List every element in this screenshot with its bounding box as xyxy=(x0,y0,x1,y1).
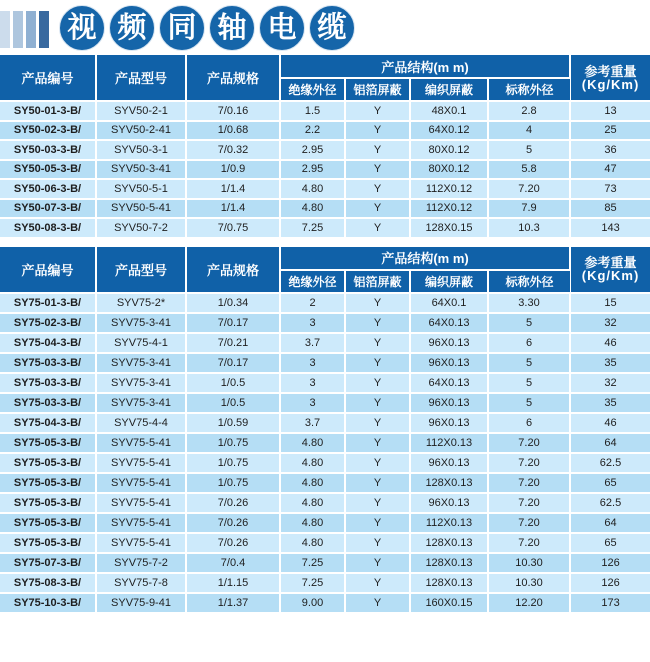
cell-product-model: SYV75-2* xyxy=(96,293,186,313)
cell-foil-shield: Y xyxy=(345,179,410,199)
table-row xyxy=(0,140,650,160)
cell-weight: 36 xyxy=(570,140,650,160)
col-header-weight xyxy=(570,247,650,293)
table-row xyxy=(0,313,650,333)
cell-product-spec: 1/0.5 xyxy=(186,393,280,413)
cell-braid-shield: 160X0.15 xyxy=(410,593,488,613)
cell-product-model: SYV75-4-4 xyxy=(96,413,186,433)
cell-braid-shield: 96X0.13 xyxy=(410,353,488,373)
cell-nominal-od: 4 xyxy=(488,121,570,141)
cell-product-model: SYV75-3-41 xyxy=(96,353,186,373)
cell-nominal-od: 2.8 xyxy=(488,101,570,121)
cell-product-spec: 1/1.37 xyxy=(186,593,280,613)
cell-weight: 64 xyxy=(570,433,650,453)
cell-weight: 73 xyxy=(570,179,650,199)
cell-insulation-od: 4.80 xyxy=(280,453,345,473)
cell-braid-shield: 128X0.13 xyxy=(410,533,488,553)
cell-nominal-od: 7.20 xyxy=(488,493,570,513)
cell-foil-shield: Y xyxy=(345,333,410,353)
cell-product-model: SYV50-3-41 xyxy=(96,160,186,180)
cell-product-code: SY75-05-3-B/ xyxy=(0,433,96,453)
cell-foil-shield: Y xyxy=(345,140,410,160)
cell-braid-shield: 128X0.15 xyxy=(410,218,488,238)
cell-nominal-od: 7.20 xyxy=(488,533,570,553)
table-sy75 xyxy=(0,247,650,614)
col-header-product-code: 产品编号 xyxy=(0,55,96,101)
cell-product-code: SY75-04-3-B/ xyxy=(0,413,96,433)
cell-product-spec: 1/0.68 xyxy=(186,121,280,141)
cell-braid-shield: 112X0.13 xyxy=(410,433,488,453)
cell-product-spec: 7/0.17 xyxy=(186,353,280,373)
cell-nominal-od: 7.20 xyxy=(488,513,570,533)
cell-product-code: SY50-02-3-B/ xyxy=(0,121,96,141)
col-header-product-code: 产品编号 xyxy=(0,247,96,293)
cell-braid-shield: 64X0.12 xyxy=(410,121,488,141)
cell-weight: 173 xyxy=(570,593,650,613)
table-row xyxy=(0,453,650,473)
cell-nominal-od: 7.20 xyxy=(488,473,570,493)
cell-foil-shield: Y xyxy=(345,160,410,180)
cell-product-model: SYV50-7-2 xyxy=(96,218,186,238)
table-row xyxy=(0,573,650,593)
table-row xyxy=(0,353,650,373)
cell-product-model: SYV50-5-1 xyxy=(96,179,186,199)
cell-nominal-od: 5 xyxy=(488,393,570,413)
cell-foil-shield: Y xyxy=(345,593,410,613)
table-row xyxy=(0,218,650,238)
cell-braid-shield: 96X0.13 xyxy=(410,453,488,473)
cell-nominal-od: 5 xyxy=(488,140,570,160)
cell-product-code: SY75-08-3-B/ xyxy=(0,573,96,593)
cell-product-code: SY75-03-3-B/ xyxy=(0,373,96,393)
cell-braid-shield: 128X0.13 xyxy=(410,473,488,493)
col-header-weight xyxy=(570,55,650,101)
cell-weight: 143 xyxy=(570,218,650,238)
table-row xyxy=(0,473,650,493)
cell-braid-shield: 96X0.13 xyxy=(410,333,488,353)
cell-foil-shield: Y xyxy=(345,433,410,453)
cell-foil-shield: Y xyxy=(345,218,410,238)
cell-braid-shield: 112X0.12 xyxy=(410,179,488,199)
cell-product-code: SY75-10-3-B/ xyxy=(0,593,96,613)
cell-weight: 35 xyxy=(570,393,650,413)
table-row xyxy=(0,493,650,513)
cell-nominal-od: 5 xyxy=(488,353,570,373)
cell-product-spec: 7/0.17 xyxy=(186,313,280,333)
table-row xyxy=(0,179,650,199)
cell-product-model: SYV75-5-41 xyxy=(96,493,186,513)
cell-nominal-od: 7.20 xyxy=(488,453,570,473)
cell-weight: 32 xyxy=(570,313,650,333)
col-header-nominal-od: 标称外径 xyxy=(488,270,570,293)
cell-product-model: SYV50-3-1 xyxy=(96,140,186,160)
title-char-circle: 视 xyxy=(59,5,105,51)
cell-product-spec: 1/0.59 xyxy=(186,413,280,433)
decoration-bar xyxy=(0,11,10,48)
cell-product-spec: 7/0.16 xyxy=(186,101,280,121)
cell-product-code: SY75-05-3-B/ xyxy=(0,493,96,513)
cell-weight: 32 xyxy=(570,373,650,393)
cell-weight: 64 xyxy=(570,513,650,533)
cell-braid-shield: 64X0.13 xyxy=(410,373,488,393)
title-char-circle: 缆 xyxy=(309,5,355,51)
cell-nominal-od: 5.8 xyxy=(488,160,570,180)
cell-product-spec: 1/0.34 xyxy=(186,293,280,313)
cell-product-code: SY50-08-3-B/ xyxy=(0,218,96,238)
cell-insulation-od: 4.80 xyxy=(280,513,345,533)
cell-insulation-od: 4.80 xyxy=(280,473,345,493)
cell-insulation-od: 9.00 xyxy=(280,593,345,613)
col-header-structure-group: 产品结构(m m) xyxy=(280,247,570,270)
cell-nominal-od: 6 xyxy=(488,333,570,353)
cell-product-code: SY75-05-3-B/ xyxy=(0,453,96,473)
col-header-nominal-od: 标称外径 xyxy=(488,78,570,101)
cell-nominal-od: 10.30 xyxy=(488,553,570,573)
cell-insulation-od: 2.95 xyxy=(280,140,345,160)
cell-product-model: SYV50-2-41 xyxy=(96,121,186,141)
cell-product-code: SY75-07-3-B/ xyxy=(0,553,96,573)
cell-product-spec: 1/1.4 xyxy=(186,199,280,219)
table-row xyxy=(0,553,650,573)
cell-insulation-od: 1.5 xyxy=(280,101,345,121)
table-row xyxy=(0,121,650,141)
table-row xyxy=(0,160,650,180)
cell-insulation-od: 4.80 xyxy=(280,199,345,219)
cell-foil-shield: Y xyxy=(345,533,410,553)
decoration-bar xyxy=(13,11,23,48)
cell-braid-shield: 96X0.13 xyxy=(410,393,488,413)
cell-foil-shield: Y xyxy=(345,513,410,533)
cell-insulation-od: 7.25 xyxy=(280,553,345,573)
table-row xyxy=(0,333,650,353)
weight-header-line1: 参考重量 xyxy=(584,255,637,270)
cell-product-model: SYV50-5-41 xyxy=(96,199,186,219)
col-header-product-spec: 产品规格 xyxy=(186,55,280,101)
decoration-bar xyxy=(26,11,36,48)
cell-foil-shield: Y xyxy=(345,453,410,473)
cell-insulation-od: 3 xyxy=(280,373,345,393)
cell-product-code: SY75-03-3-B/ xyxy=(0,393,96,413)
cell-insulation-od: 3.7 xyxy=(280,333,345,353)
cell-product-spec: 1/0.5 xyxy=(186,373,280,393)
cell-product-code: SY75-02-3-B/ xyxy=(0,313,96,333)
cell-weight: 13 xyxy=(570,101,650,121)
cell-product-model: SYV75-5-41 xyxy=(96,433,186,453)
table-sy75-body xyxy=(0,293,650,613)
cell-insulation-od: 4.80 xyxy=(280,179,345,199)
cell-braid-shield: 80X0.12 xyxy=(410,160,488,180)
table-row xyxy=(0,101,650,121)
cell-product-code: SY75-05-3-B/ xyxy=(0,533,96,553)
cell-weight: 15 xyxy=(570,293,650,313)
col-header-insulation-od: 绝缘外径 xyxy=(280,270,345,293)
cell-product-code: SY50-06-3-B/ xyxy=(0,179,96,199)
cell-product-spec: 1/0.75 xyxy=(186,433,280,453)
col-header-structure-group: 产品结构(m m) xyxy=(280,55,570,78)
cell-product-code: SY75-01-3-B/ xyxy=(0,293,96,313)
cell-insulation-od: 4.80 xyxy=(280,433,345,453)
title-char-circle: 电 xyxy=(259,5,305,51)
col-header-product-model: 产品型号 xyxy=(96,55,186,101)
cell-weight: 126 xyxy=(570,573,650,593)
table-row xyxy=(0,433,650,453)
cell-product-model: SYV75-5-41 xyxy=(96,473,186,493)
cell-product-spec: 7/0.26 xyxy=(186,493,280,513)
col-header-braid-shield: 编织屏蔽 xyxy=(410,270,488,293)
cell-product-model: SYV75-5-41 xyxy=(96,513,186,533)
cell-product-spec: 7/0.32 xyxy=(186,140,280,160)
title-char-circle: 轴 xyxy=(209,5,255,51)
cell-product-code: SY75-05-3-B/ xyxy=(0,473,96,493)
cell-nominal-od: 3.30 xyxy=(488,293,570,313)
cell-product-spec: 1/1.15 xyxy=(186,573,280,593)
cell-foil-shield: Y xyxy=(345,373,410,393)
cell-braid-shield: 128X0.13 xyxy=(410,573,488,593)
cell-braid-shield: 128X0.13 xyxy=(410,553,488,573)
cell-braid-shield: 112X0.13 xyxy=(410,513,488,533)
cell-nominal-od: 5 xyxy=(488,373,570,393)
cell-foil-shield: Y xyxy=(345,313,410,333)
cell-product-code: SY50-01-3-B/ xyxy=(0,101,96,121)
table-row xyxy=(0,593,650,613)
cell-braid-shield: 64X0.1 xyxy=(410,293,488,313)
cell-foil-shield: Y xyxy=(345,473,410,493)
cell-product-model: SYV75-3-41 xyxy=(96,313,186,333)
cell-product-model: SYV75-7-8 xyxy=(96,573,186,593)
cell-foil-shield: Y xyxy=(345,413,410,433)
table-row xyxy=(0,413,650,433)
cell-insulation-od: 2.2 xyxy=(280,121,345,141)
weight-header-line2: (Kg/Km) xyxy=(581,76,640,92)
cell-product-model: SYV75-5-41 xyxy=(96,533,186,553)
cell-product-code: SY50-07-3-B/ xyxy=(0,199,96,219)
cell-weight: 126 xyxy=(570,553,650,573)
table-gap xyxy=(0,239,650,247)
cell-braid-shield: 112X0.12 xyxy=(410,199,488,219)
cell-braid-shield: 96X0.13 xyxy=(410,413,488,433)
cell-braid-shield: 96X0.13 xyxy=(410,493,488,513)
cell-product-spec: 7/0.4 xyxy=(186,553,280,573)
table-sy75-header xyxy=(0,247,650,293)
cell-weight: 62.5 xyxy=(570,493,650,513)
cell-product-spec: 1/0.75 xyxy=(186,473,280,493)
cell-nominal-od: 7.20 xyxy=(488,179,570,199)
cell-product-spec: 1/0.9 xyxy=(186,160,280,180)
cell-nominal-od: 12.20 xyxy=(488,593,570,613)
cell-insulation-od: 3 xyxy=(280,353,345,373)
col-header-foil-shield: 铝箔屏蔽 xyxy=(345,270,410,293)
table-row xyxy=(0,533,650,553)
cell-nominal-od: 5 xyxy=(488,313,570,333)
cell-product-model: SYV75-9-41 xyxy=(96,593,186,613)
cell-insulation-od: 3 xyxy=(280,313,345,333)
cell-nominal-od: 7.9 xyxy=(488,199,570,219)
decoration-bar xyxy=(39,11,49,48)
cell-foil-shield: Y xyxy=(345,101,410,121)
cell-insulation-od: 4.80 xyxy=(280,533,345,553)
table-sy50 xyxy=(0,55,650,239)
cell-braid-shield: 80X0.12 xyxy=(410,140,488,160)
page-title xyxy=(59,5,355,51)
cell-product-model: SYV75-4-1 xyxy=(96,333,186,353)
cell-foil-shield: Y xyxy=(345,493,410,513)
cell-product-spec: 1/1.4 xyxy=(186,179,280,199)
table-row xyxy=(0,293,650,313)
cell-nominal-od: 7.20 xyxy=(488,433,570,453)
cell-weight: 85 xyxy=(570,199,650,219)
weight-header-line1: 参考重量 xyxy=(584,63,637,79)
cell-weight: 25 xyxy=(570,121,650,141)
cell-nominal-od: 6 xyxy=(488,413,570,433)
cell-weight: 65 xyxy=(570,533,650,553)
cell-insulation-od: 2.95 xyxy=(280,160,345,180)
title-char-circle: 频 xyxy=(109,5,155,51)
cell-product-model: SYV75-5-41 xyxy=(96,453,186,473)
cell-foil-shield: Y xyxy=(345,293,410,313)
cell-weight: 47 xyxy=(570,160,650,180)
cell-foil-shield: Y xyxy=(345,573,410,593)
cell-insulation-od: 7.25 xyxy=(280,573,345,593)
title-char-circle: 同 xyxy=(159,5,205,51)
cell-foil-shield: Y xyxy=(345,393,410,413)
cell-nominal-od: 10.30 xyxy=(488,573,570,593)
col-header-braid-shield: 编织屏蔽 xyxy=(410,78,488,101)
cell-product-code: SY75-03-3-B/ xyxy=(0,353,96,373)
cell-weight: 46 xyxy=(570,333,650,353)
table-row xyxy=(0,373,650,393)
cell-product-model: SYV75-3-41 xyxy=(96,393,186,413)
cell-product-spec: 1/0.75 xyxy=(186,453,280,473)
table-sy50-body xyxy=(0,101,650,238)
cell-product-spec: 7/0.21 xyxy=(186,333,280,353)
table-row xyxy=(0,393,650,413)
cell-weight: 65 xyxy=(570,473,650,493)
cell-product-code: SY75-04-3-B/ xyxy=(0,333,96,353)
cell-braid-shield: 48X0.1 xyxy=(410,101,488,121)
table-row xyxy=(0,199,650,219)
cell-product-spec: 7/0.75 xyxy=(186,218,280,238)
cell-product-code: SY50-05-3-B/ xyxy=(0,160,96,180)
cell-product-spec: 7/0.26 xyxy=(186,513,280,533)
cell-insulation-od: 4.80 xyxy=(280,493,345,513)
cell-product-model: SYV50-2-1 xyxy=(96,101,186,121)
page-header xyxy=(0,0,650,55)
table-sy50-header xyxy=(0,55,650,101)
cell-product-code: SY75-05-3-B/ xyxy=(0,513,96,533)
col-header-product-model: 产品型号 xyxy=(96,247,186,293)
cell-product-spec: 7/0.26 xyxy=(186,533,280,553)
cell-product-code: SY50-03-3-B/ xyxy=(0,140,96,160)
cell-foil-shield: Y xyxy=(345,553,410,573)
col-header-foil-shield: 铝箔屏蔽 xyxy=(345,78,410,101)
cell-foil-shield: Y xyxy=(345,199,410,219)
cell-insulation-od: 7.25 xyxy=(280,218,345,238)
title-decoration-bars xyxy=(0,8,49,48)
cell-insulation-od: 3.7 xyxy=(280,413,345,433)
cell-product-model: SYV75-3-41 xyxy=(96,373,186,393)
cell-foil-shield: Y xyxy=(345,353,410,373)
cell-weight: 62.5 xyxy=(570,453,650,473)
cell-nominal-od: 10.3 xyxy=(488,218,570,238)
cell-weight: 35 xyxy=(570,353,650,373)
cell-weight: 46 xyxy=(570,413,650,433)
cell-insulation-od: 2 xyxy=(280,293,345,313)
cell-insulation-od: 3 xyxy=(280,393,345,413)
col-header-product-spec: 产品规格 xyxy=(186,247,280,293)
cell-foil-shield: Y xyxy=(345,121,410,141)
col-header-insulation-od: 绝缘外径 xyxy=(280,78,345,101)
cell-product-model: SYV75-7-2 xyxy=(96,553,186,573)
weight-header-line2: (Kg/Km) xyxy=(581,268,640,283)
cell-braid-shield: 64X0.13 xyxy=(410,313,488,333)
table-row xyxy=(0,513,650,533)
